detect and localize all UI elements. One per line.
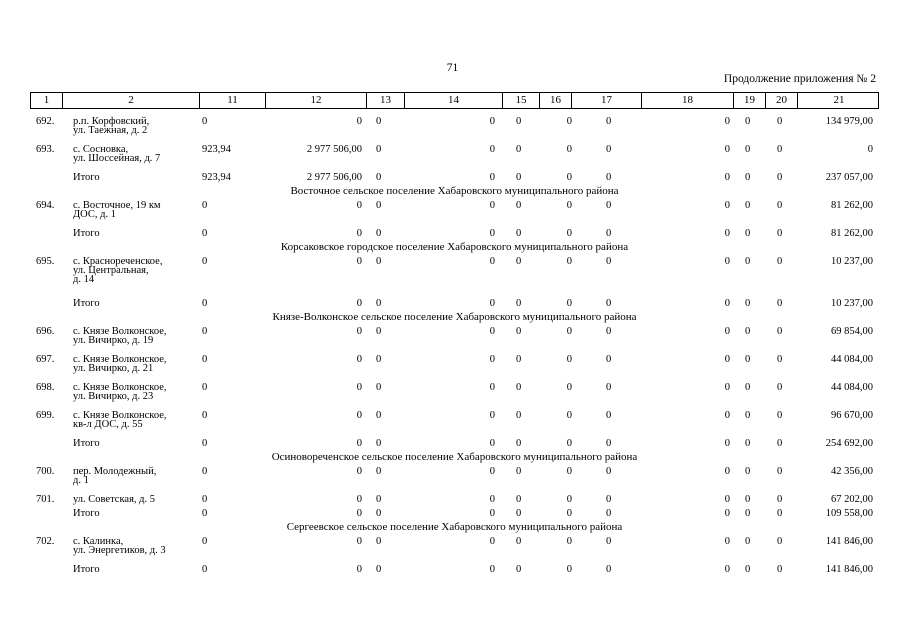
value-cell-col-16: 0	[566, 172, 572, 183]
value-cell-col-20: 0	[777, 508, 783, 519]
value-cell-col-13: 0	[376, 438, 382, 449]
address-line: с. Краснореченское,	[73, 256, 163, 267]
value-cell-col-20: 0	[777, 466, 783, 477]
value-cell-col-13: 0	[376, 354, 382, 365]
address-line: с. Князе Волконское,	[73, 326, 167, 337]
value-cell-col-12: 0	[356, 256, 362, 267]
value-cell-col-18: 0	[724, 298, 730, 309]
address-line: Итого	[73, 508, 100, 519]
header-cell-19: 19	[734, 93, 766, 108]
value-cell-col-17: 0	[606, 256, 612, 267]
value-cell-col-18: 0	[724, 256, 730, 267]
value-cell-col-12: 0	[356, 326, 362, 337]
value-cell-col-15: 0	[516, 536, 522, 547]
value-cell-col-12: 0	[356, 508, 362, 519]
row-number: 699.	[36, 410, 55, 421]
row-number: 698.	[36, 382, 55, 393]
value-cell-col-21: 10 237,00	[831, 256, 873, 267]
address-cell	[73, 537, 166, 555]
address-line: ул. Центральная,	[73, 265, 149, 276]
value-cell-col-18: 0	[724, 116, 730, 127]
value-cell-col-19: 0	[745, 172, 751, 183]
value-cell-col-17: 0	[606, 326, 612, 337]
value-cell-col-13: 0	[376, 116, 382, 127]
value-cell-col-11: 0	[202, 508, 208, 519]
value-cell-col-18: 0	[724, 564, 730, 575]
value-cell-col-21: 96 670,00	[831, 410, 873, 421]
value-cell-col-11: 0	[202, 116, 208, 127]
value-cell-col-13: 0	[376, 200, 382, 211]
value-cell-col-14: 0	[489, 494, 495, 505]
section-title: Восточное сельское поселение Хабаровского муниципального района	[290, 185, 619, 197]
value-cell-col-21: 67 202,00	[831, 494, 873, 505]
value-cell-col-13: 0	[376, 536, 382, 547]
value-cell-col-12: 0	[356, 564, 362, 575]
value-cell-col-15: 0	[516, 410, 522, 421]
value-cell-col-15: 0	[516, 466, 522, 477]
value-cell-col-12: 0	[356, 466, 362, 477]
address-cell	[73, 411, 166, 429]
row-number: 693.	[36, 144, 55, 155]
value-cell-col-20: 0	[777, 326, 783, 337]
value-cell-col-16: 0	[566, 508, 572, 519]
address-cell	[73, 257, 162, 284]
address-cell	[73, 299, 100, 308]
value-cell-col-14: 0	[489, 410, 495, 421]
row-number: 700.	[36, 466, 55, 477]
row-number: 702.	[36, 536, 55, 547]
value-cell-col-19: 0	[745, 410, 751, 421]
value-cell-col-16: 0	[566, 564, 572, 575]
address-cell	[73, 145, 160, 163]
table-row	[30, 408, 879, 436]
value-cell-col-11: 0	[202, 200, 208, 211]
value-cell-col-17: 0	[606, 410, 612, 421]
value-cell-col-18: 0	[724, 438, 730, 449]
value-cell-col-18: 0	[724, 354, 730, 365]
value-cell-col-19: 0	[745, 200, 751, 211]
table-row	[30, 534, 879, 562]
header-cell-1: 1	[31, 93, 63, 108]
value-cell-col-19: 0	[745, 438, 751, 449]
address-line: с. Князе Волконское,	[73, 410, 167, 421]
value-cell-col-18: 0	[724, 326, 730, 337]
value-cell-col-15: 0	[516, 228, 522, 239]
value-cell-col-16: 0	[566, 494, 572, 505]
value-cell-col-20: 0	[777, 200, 783, 211]
address-cell	[73, 229, 100, 238]
table-row	[30, 114, 879, 142]
address-line: д. 14	[73, 274, 95, 285]
page-number: 71	[446, 62, 459, 74]
address-cell	[73, 383, 166, 401]
value-cell-col-15: 0	[516, 438, 522, 449]
address-cell	[73, 327, 166, 345]
header-cell-2: 2	[63, 93, 200, 108]
header-cell-11: 11	[200, 93, 266, 108]
total-row	[30, 226, 879, 240]
address-cell	[73, 355, 166, 373]
value-cell-col-17: 0	[606, 438, 612, 449]
value-cell-col-12: 2 977 506,00	[306, 172, 362, 183]
address-line: ул. Вичирко, д. 19	[73, 335, 154, 346]
value-cell-col-16: 0	[566, 410, 572, 421]
value-cell-col-16: 0	[566, 326, 572, 337]
value-cell-col-16: 0	[566, 536, 572, 547]
address-line: ул. Энергетиков, д. 3	[73, 545, 166, 556]
value-cell-col-11: 0	[202, 438, 208, 449]
value-cell-col-21: 44 084,00	[831, 354, 873, 365]
value-cell-col-15: 0	[516, 382, 522, 393]
address-line: ул. Советская, д. 5	[73, 494, 155, 505]
header-cell-16: 16	[540, 93, 572, 108]
header-cell-15: 15	[503, 93, 540, 108]
table-row	[30, 198, 879, 226]
value-cell-col-12: 0	[356, 536, 362, 547]
row-number: 692.	[36, 116, 55, 127]
section-title: Князе-Волконское сельское поселение Хабаровского муниципального района	[272, 311, 637, 323]
value-cell-col-17: 0	[606, 172, 612, 183]
value-cell-col-21: 134 979,00	[825, 116, 873, 127]
table-body	[30, 114, 879, 576]
table-row	[30, 492, 879, 506]
value-cell-col-20: 0	[777, 144, 783, 155]
value-cell-col-14: 0	[489, 172, 495, 183]
value-cell-col-17: 0	[606, 466, 612, 477]
address-line: Итого	[73, 172, 100, 183]
value-cell-col-19: 0	[745, 144, 751, 155]
value-cell-col-16: 0	[566, 200, 572, 211]
address-line: с. Калинка,	[73, 536, 124, 547]
table-row	[30, 254, 879, 296]
value-cell-col-17: 0	[606, 508, 612, 519]
value-cell-col-11: 0	[202, 410, 208, 421]
value-cell-col-16: 0	[566, 354, 572, 365]
value-cell-col-21: 44 084,00	[831, 382, 873, 393]
value-cell-col-19: 0	[745, 536, 751, 547]
value-cell-col-15: 0	[516, 116, 522, 127]
value-cell-col-21: 69 854,00	[831, 326, 873, 337]
table-row	[30, 352, 879, 380]
value-cell-col-21: 109 558,00	[825, 508, 873, 519]
address-line: с. Князе Волконское,	[73, 382, 167, 393]
value-cell-col-12: 0	[356, 200, 362, 211]
value-cell-col-13: 0	[376, 410, 382, 421]
value-cell-col-20: 0	[777, 438, 783, 449]
value-cell-col-11: 0	[202, 564, 208, 575]
value-cell-col-19: 0	[745, 298, 751, 309]
total-row	[30, 296, 879, 310]
header-cell-17: 17	[572, 93, 642, 108]
value-cell-col-15: 0	[516, 494, 522, 505]
address-cell	[73, 509, 100, 518]
value-cell-col-18: 0	[724, 508, 730, 519]
value-cell-col-11: 0	[202, 228, 208, 239]
value-cell-col-13: 0	[376, 172, 382, 183]
address-line: Итого	[73, 438, 100, 449]
address-line: Итого	[73, 564, 100, 575]
value-cell-col-13: 0	[376, 256, 382, 267]
value-cell-col-12: 2 977 506,00	[306, 144, 362, 155]
value-cell-col-14: 0	[489, 354, 495, 365]
value-cell-col-20: 0	[777, 172, 783, 183]
address-line: Итого	[73, 228, 100, 239]
value-cell-col-12: 0	[356, 354, 362, 365]
section-heading	[30, 184, 879, 198]
row-number: 701.	[36, 494, 55, 505]
value-cell-col-17: 0	[606, 200, 612, 211]
total-row	[30, 506, 879, 520]
value-cell-col-14: 0	[489, 256, 495, 267]
value-cell-col-14: 0	[489, 508, 495, 519]
address-line: д. 1	[73, 475, 89, 486]
value-cell-col-13: 0	[376, 466, 382, 477]
value-cell-col-19: 0	[745, 228, 751, 239]
value-cell-col-15: 0	[516, 172, 522, 183]
value-cell-col-17: 0	[606, 298, 612, 309]
value-cell-col-20: 0	[777, 410, 783, 421]
address-line: с. Восточное, 19 км	[73, 200, 161, 211]
row-number: 697.	[36, 354, 55, 365]
table-row	[30, 142, 879, 170]
address-line: ул. Шоссейная, д. 7	[73, 153, 161, 164]
value-cell-col-12: 0	[356, 298, 362, 309]
value-cell-col-12: 0	[356, 116, 362, 127]
value-cell-col-19: 0	[745, 382, 751, 393]
value-cell-col-15: 0	[516, 298, 522, 309]
value-cell-col-14: 0	[489, 200, 495, 211]
value-cell-col-11: 0	[202, 494, 208, 505]
table-header	[30, 92, 879, 109]
address-cell	[73, 439, 100, 448]
section-title: Сергеевское сельское поселение Хабаровского муниципального района	[286, 521, 623, 533]
table-row	[30, 324, 879, 352]
value-cell-col-20: 0	[777, 564, 783, 575]
value-cell-col-20: 0	[777, 536, 783, 547]
address-cell	[73, 495, 155, 504]
value-cell-col-18: 0	[724, 410, 730, 421]
address-line: кв-л ДОС, д. 55	[73, 419, 143, 430]
value-cell-col-14: 0	[489, 116, 495, 127]
value-cell-col-15: 0	[516, 200, 522, 211]
address-cell	[73, 565, 100, 574]
value-cell-col-11: 0	[202, 354, 208, 365]
value-cell-col-13: 0	[376, 494, 382, 505]
value-cell-col-21: 141 846,00	[825, 564, 873, 575]
value-cell-col-13: 0	[376, 298, 382, 309]
value-cell-col-18: 0	[724, 494, 730, 505]
value-cell-col-15: 0	[516, 508, 522, 519]
header-cell-14: 14	[405, 93, 503, 108]
value-cell-col-17: 0	[606, 228, 612, 239]
value-cell-col-16: 0	[566, 298, 572, 309]
value-cell-col-15: 0	[516, 256, 522, 267]
value-cell-col-18: 0	[724, 200, 730, 211]
value-cell-col-20: 0	[777, 256, 783, 267]
value-cell-col-19: 0	[745, 354, 751, 365]
address-line: р.п. Корфовский,	[73, 116, 150, 127]
value-cell-col-12: 0	[356, 494, 362, 505]
section-heading	[30, 240, 879, 254]
value-cell-col-11: 923,94	[202, 144, 231, 155]
total-row	[30, 170, 879, 184]
value-cell-col-12: 0	[356, 410, 362, 421]
section-title: Корсаковское городское поселение Хабаровского муниципального района	[280, 241, 629, 253]
appendix-title: Продолжение приложения № 2	[723, 73, 876, 85]
value-cell-col-21: 254 692,00	[825, 438, 873, 449]
row-number: 694.	[36, 200, 55, 211]
section-heading	[30, 520, 879, 534]
header-cell-20: 20	[766, 93, 798, 108]
address-line: с. Сосновка,	[73, 144, 129, 155]
value-cell-col-14: 0	[489, 536, 495, 547]
value-cell-col-12: 0	[356, 228, 362, 239]
value-cell-col-20: 0	[777, 228, 783, 239]
address-line: ул. Таежная, д. 2	[73, 125, 148, 136]
value-cell-col-19: 0	[745, 494, 751, 505]
value-cell-col-11: 0	[202, 298, 208, 309]
header-cell-12: 12	[266, 93, 367, 108]
address-line: ДОС, д. 1	[73, 209, 116, 220]
header-cell-21: 21	[833, 94, 845, 106]
value-cell-col-11: 0	[202, 382, 208, 393]
value-cell-col-18: 0	[724, 144, 730, 155]
total-row	[30, 562, 879, 576]
value-cell-col-16: 0	[566, 438, 572, 449]
value-cell-col-19: 0	[745, 256, 751, 267]
header-cell-13: 13	[367, 93, 405, 108]
value-cell-col-12: 0	[356, 382, 362, 393]
value-cell-col-19: 0	[745, 466, 751, 477]
value-cell-col-21: 237 057,00	[825, 172, 873, 183]
value-cell-col-13: 0	[376, 228, 382, 239]
value-cell-col-11: 0	[202, 326, 208, 337]
address-cell	[73, 117, 149, 135]
value-cell-col-13: 0	[376, 564, 382, 575]
value-cell-col-14: 0	[489, 466, 495, 477]
section-heading	[30, 310, 879, 324]
value-cell-col-12: 0	[356, 438, 362, 449]
value-cell-col-13: 0	[376, 144, 382, 155]
address-cell	[73, 173, 100, 182]
value-cell-col-13: 0	[376, 508, 382, 519]
total-row	[30, 436, 879, 450]
value-cell-col-20: 0	[777, 494, 783, 505]
value-cell-col-20: 0	[777, 298, 783, 309]
value-cell-col-13: 0	[376, 326, 382, 337]
value-cell-col-16: 0	[566, 466, 572, 477]
value-cell-col-14: 0	[489, 382, 495, 393]
value-cell-col-19: 0	[745, 116, 751, 127]
address-cell	[73, 467, 156, 485]
value-cell-col-18: 0	[724, 228, 730, 239]
value-cell-col-14: 0	[489, 228, 495, 239]
value-cell-col-18: 0	[724, 466, 730, 477]
value-cell-col-11: 0	[202, 256, 208, 267]
value-cell-col-15: 0	[516, 144, 522, 155]
value-cell-col-18: 0	[724, 172, 730, 183]
row-number: 696.	[36, 326, 55, 337]
address-line: ул. Вичирко, д. 23	[73, 391, 154, 402]
section-title: Осиновореченское сельское поселение Хабаровского муниципального района	[271, 451, 638, 463]
value-cell-col-16: 0	[566, 228, 572, 239]
value-cell-col-15: 0	[516, 354, 522, 365]
value-cell-col-16: 0	[566, 256, 572, 267]
value-cell-col-21: 10 237,00	[831, 298, 873, 309]
value-cell-col-13: 0	[376, 382, 382, 393]
value-cell-col-14: 0	[489, 326, 495, 337]
value-cell-col-21: 81 262,00	[831, 228, 873, 239]
value-cell-col-18: 0	[724, 382, 730, 393]
value-cell-col-21: 141 846,00	[825, 536, 873, 547]
value-cell-col-11: 923,94	[202, 172, 231, 183]
section-heading	[30, 450, 879, 464]
value-cell-col-14: 0	[489, 438, 495, 449]
value-cell-col-17: 0	[606, 382, 612, 393]
row-number: 695.	[36, 256, 55, 267]
value-cell-col-17: 0	[606, 116, 612, 127]
value-cell-col-20: 0	[777, 116, 783, 127]
value-cell-col-16: 0	[566, 116, 572, 127]
value-cell-col-11: 0	[202, 466, 208, 477]
address-line: с. Князе Волконское,	[73, 354, 167, 365]
value-cell-col-21: 0	[867, 144, 873, 155]
value-cell-col-14: 0	[489, 144, 495, 155]
value-cell-col-20: 0	[777, 354, 783, 365]
value-cell-col-16: 0	[566, 382, 572, 393]
value-cell-col-16: 0	[566, 144, 572, 155]
value-cell-col-15: 0	[516, 564, 522, 575]
value-cell-col-17: 0	[606, 494, 612, 505]
value-cell-col-19: 0	[745, 508, 751, 519]
table-row	[30, 464, 879, 492]
address-line: пер. Молодежный,	[73, 466, 157, 477]
address-line: Итого	[73, 298, 100, 309]
address-cell	[73, 201, 161, 219]
value-cell-col-19: 0	[745, 326, 751, 337]
value-cell-col-17: 0	[606, 144, 612, 155]
value-cell-col-20: 0	[777, 382, 783, 393]
table-row	[30, 380, 879, 408]
header-cell-18: 18	[642, 93, 734, 108]
value-cell-col-11: 0	[202, 536, 208, 547]
value-cell-col-17: 0	[606, 536, 612, 547]
value-cell-col-21: 81 262,00	[831, 200, 873, 211]
value-cell-col-17: 0	[606, 564, 612, 575]
value-cell-col-18: 0	[724, 536, 730, 547]
value-cell-col-19: 0	[745, 564, 751, 575]
value-cell-col-21: 42 356,00	[831, 466, 873, 477]
value-cell-col-17: 0	[606, 354, 612, 365]
value-cell-col-14: 0	[489, 298, 495, 309]
address-line: ул. Вичирко, д. 21	[73, 363, 154, 374]
value-cell-col-15: 0	[516, 326, 522, 337]
value-cell-col-14: 0	[489, 564, 495, 575]
